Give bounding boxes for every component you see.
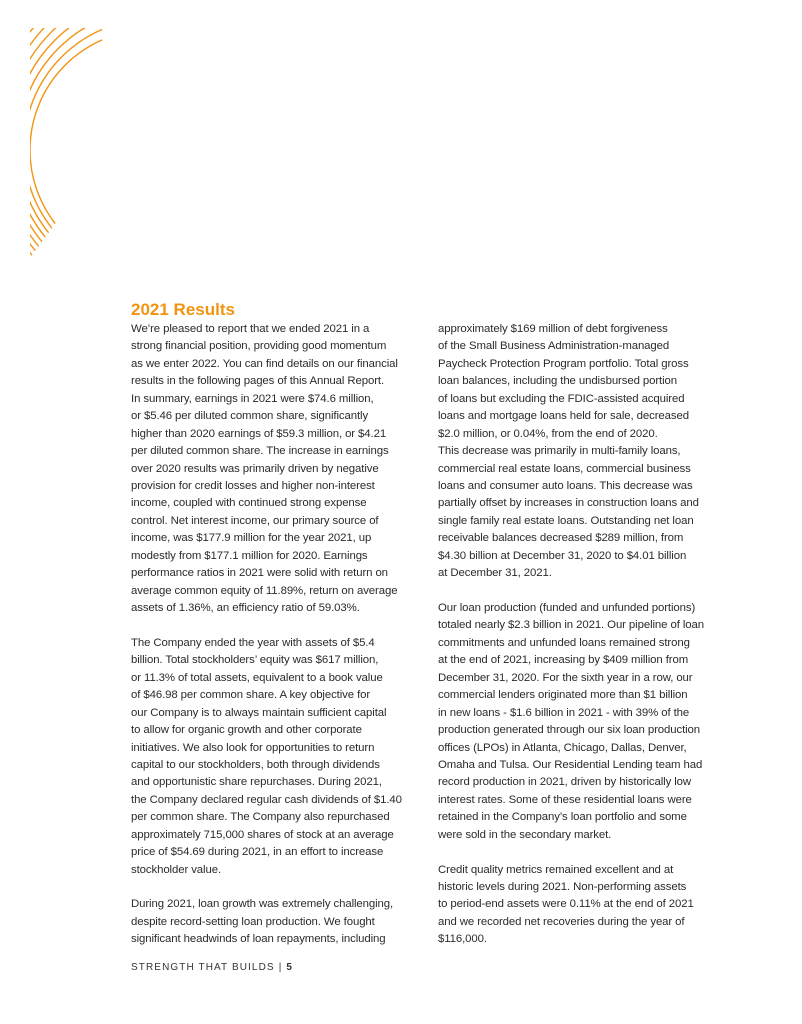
text-line: performance ratios in 2021 were solid with return on — [131, 567, 388, 580]
text-line: the Company declared regular cash dividends of $1.40 — [131, 793, 402, 806]
paragraph — [438, 321, 738, 583]
text-line: receivable balances decreased $289 million, from — [438, 532, 684, 545]
text-line: or $5.46 per diluted common share, significantly — [131, 410, 369, 423]
text-line: price of $54.69 during 2021, in an effort to increase — [131, 846, 384, 859]
paragraph — [438, 600, 738, 844]
text-line: record production in 2021, driven by historically low — [438, 776, 692, 789]
text-line: despite record-setting loan production. We fought — [131, 915, 375, 928]
text-line: average common equity of 11.89%, return on average — [131, 584, 398, 597]
text-line: single family real estate loans. Outstanding net loan — [438, 514, 694, 527]
text-line: provision for credit losses and higher non-interest — [131, 479, 375, 492]
paragraph-spacer — [438, 583, 738, 600]
text-line: income, was $177.9 million for the year 2021, up — [131, 532, 372, 545]
text-line: Omaha and Tulsa. Our Residential Lending team had — [438, 758, 703, 771]
text-line: Our loan production (funded and unfunded portions) — [438, 602, 696, 614]
text-line: results in the following pages of this Annual Report. — [131, 375, 385, 388]
text-line: to period-end assets were 0.11% at the end of 2021 — [438, 898, 694, 911]
text-line: modestly from $177.1 million for 2020. Earnings — [131, 549, 368, 562]
text-line: control. Net interest income, our primary source of — [131, 514, 379, 527]
text-line: Credit quality metrics remained excellent and at — [438, 863, 674, 876]
text-line: of the Small Business Administration-managed — [438, 340, 670, 353]
text-line: This decrease was primarily in multi-family loans, — [438, 445, 681, 458]
decorative-arc — [12, 0, 110, 270]
text-line: loans and mortgage loans held for sale, decreased — [438, 410, 689, 423]
decorative-arc — [24, 19, 110, 270]
text-line: capital to our stockholders, both through dividends — [131, 758, 380, 771]
text-line: partially offset by increases in construction loans and — [438, 497, 699, 510]
section-heading: 2021 Results — [131, 300, 235, 319]
paragraph — [131, 321, 421, 617]
text-line: were sold in the secondary market. — [438, 828, 612, 841]
text-line: commercial lenders originated more than $1 billion — [438, 689, 688, 702]
text-line: production generated through our six loan production — [438, 724, 701, 737]
text-line: billion. Total stockholders’ equity was $617 million, — [131, 654, 379, 667]
text-line: strong financial position, providing good momentum — [131, 340, 387, 353]
footer-separator: | — [278, 962, 283, 973]
decorative-arc — [6, 0, 110, 270]
text-line: or 11.3% of total assets, equivalent to a book value — [131, 671, 383, 684]
text-line: approximately 715,000 shares of stock at an average — [131, 828, 394, 841]
decorative-arcs-graphic — [0, 0, 110, 270]
text-line: offices (LPOs) in Atlanta, Chicago, Dallas, Denver, — [438, 741, 687, 754]
text-line: The Company ended the year with assets of $5.4 — [131, 636, 375, 649]
right-column — [438, 321, 738, 949]
paragraph-spacer — [131, 617, 421, 634]
text-line: historic levels during 2021. Non-performing assets — [438, 881, 687, 893]
text-line: $2.0 million, or 0.04%, from the end of 2020. — [438, 427, 658, 440]
text-line: our Company is to always maintain sufficient capital — [131, 706, 387, 719]
text-line: income, coupled with continued strong expense — [131, 497, 367, 510]
text-line: totaled nearly $2.3 billion in 2021. Our pipeline of loan — [438, 619, 704, 632]
text-line: commitments and unfunded loans remained strong — [438, 636, 690, 649]
text-line: We’re pleased to report that we ended 2021 in a — [131, 323, 370, 335]
text-line: to allow for organic growth and other corporate — [131, 724, 362, 737]
text-line: loan balances, including the undisbursed portion — [438, 375, 678, 388]
text-line: stockholder value. — [131, 863, 222, 876]
page-number: 5 — [286, 962, 294, 973]
text-line: initiatives. We also look for opportunities to return — [131, 741, 375, 754]
text-line: assets of 1.36%, an efficiency ratio of 59.03%. — [131, 602, 360, 614]
text-line: higher than 2020 earnings of $59.3 million, or $4.21 — [131, 427, 387, 440]
text-line: at the end of 2021, increasing by $409 million from — [438, 654, 689, 667]
text-line: $116,000. — [438, 933, 487, 946]
text-line: over 2020 results was primarily driven by negative — [131, 462, 379, 475]
text-line: December 31, 2020. For the sixth year in a row, our — [438, 671, 693, 684]
paragraph — [131, 635, 421, 879]
text-line: During 2021, loan growth was extremely challenging, — [131, 898, 394, 911]
text-line: and we recorded net recoveries during the year of — [438, 915, 685, 928]
decorative-arc — [18, 8, 110, 270]
text-line: Paycheck Protection Program portfolio. Total gross — [438, 357, 689, 370]
text-line: as we enter 2022. You can find details on our financial — [131, 357, 398, 370]
text-line: interest rates. Some of these residential loans were — [438, 793, 692, 806]
text-line: commercial real estate loans, commercial business — [438, 462, 691, 475]
text-line: in new loans - $1.6 billion in 2021 - with 39% of the — [438, 706, 690, 719]
text-line: retained in the Company’s loan portfolio and some — [438, 811, 687, 824]
text-line: significant headwinds of loan repayments, including — [131, 933, 386, 946]
paragraph — [438, 862, 738, 949]
text-line: per common share. The Company also repurchased — [131, 811, 390, 824]
text-line: per diluted common share. The increase in earnings — [131, 445, 389, 458]
text-line: and opportunistic share repurchases. During 2021, — [131, 776, 382, 789]
text-line: of $46.98 per common share. A key objective for — [131, 689, 371, 702]
text-line: $4.30 billion at December 31, 2020 to $4.01 billion — [438, 549, 687, 562]
left-column — [131, 321, 421, 949]
text-line: of loans but excluding the FDIC-assisted acquired — [438, 392, 685, 405]
paragraph-spacer — [438, 844, 738, 861]
text-line: loans and consumer auto loans. This decrease was — [438, 479, 693, 492]
page-footer — [131, 962, 293, 973]
footer-tagline: STRENGTH THAT BUILDS — [131, 962, 275, 973]
paragraph-spacer — [131, 879, 421, 896]
text-line: at December 31, 2021. — [438, 567, 552, 580]
text-line: In summary, earnings in 2021 were $74.6 million, — [131, 392, 374, 405]
paragraph — [131, 896, 421, 948]
text-line: approximately $169 million of debt forgiveness — [438, 323, 668, 335]
